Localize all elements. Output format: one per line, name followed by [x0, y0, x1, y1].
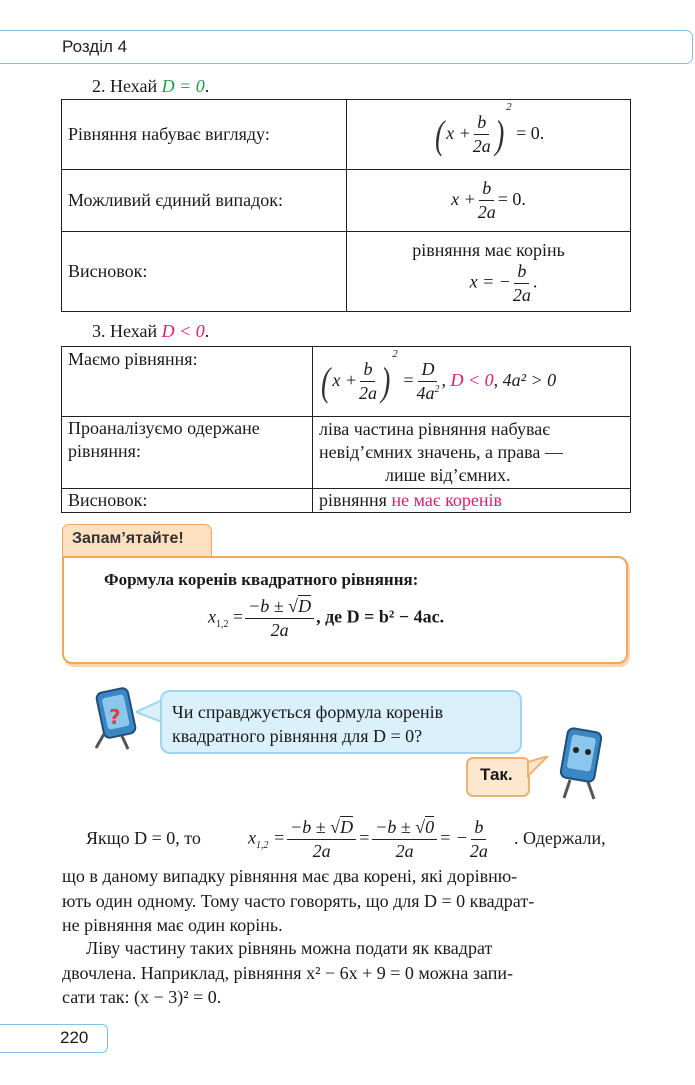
- question-text: [172, 700, 443, 748]
- answer-character-icon: [548, 724, 610, 804]
- svg-text:?: ?: [109, 705, 121, 729]
- table-row: [62, 232, 631, 312]
- analysis-line: ліва частина рівняння набуває: [319, 419, 550, 439]
- conclusion-highlight: не має коренів: [391, 490, 503, 510]
- quadratic-formula: $x_{1,2}$ = $\frac{-b \pm √D}{2a}$ , де D = b² − 4ac.: [208, 596, 445, 640]
- positive-denominator: 4a² > 0: [502, 369, 557, 390]
- discriminant-definition: , де D = b² − 4ac.: [316, 606, 445, 627]
- formula-linear-case: x + $\frac{b}{2a}$ = 0.: [347, 170, 631, 232]
- remember-tab-label: Запам’ятайте!: [72, 530, 184, 547]
- case-dneg-table: [61, 346, 631, 513]
- table-cell-label: [62, 417, 313, 489]
- formula-complete-square: ( x + $\frac{b}{2a}$ )$^2$ = $\frac{D}{4a^2}$ , D < 0, 4a² > 0: [313, 347, 631, 417]
- conclusion-prefix: рівняння: [319, 490, 392, 510]
- conclusion-text: рівняння має корінь: [412, 240, 565, 261]
- text-line: Ліву частину таких рівнянь можна подати як квадрат: [86, 938, 493, 958]
- case-d0-heading: [92, 76, 209, 97]
- paragraph-2: [62, 936, 634, 1010]
- table-row: [62, 347, 631, 417]
- table-cell-label: Маємо рівняння:: [62, 347, 313, 417]
- table-cell-label: Можливий єдиний випадок:: [62, 170, 347, 232]
- analysis-line: лише від’ємних.: [385, 465, 511, 485]
- table-cell-label: Висновок:: [62, 489, 313, 513]
- case-dneg-heading-prefix: 3. Нехай: [92, 321, 162, 341]
- text-line: що в даному випадку рівняння має два корені, які дорівню-: [62, 866, 518, 886]
- case-d0-table: [61, 99, 631, 312]
- formula-line: Якщо D = 0, то $x_{1,2}$ = $\frac{-b \pm √D}{2a}$ = $\frac{-b \pm √0}{2a}$ = − $\frac{b}{2a}$ . Одержали,: [86, 817, 606, 861]
- remember-title: Формула коренів квадратного рівняння:: [104, 570, 419, 589]
- negative-discriminant: D < 0: [450, 369, 494, 390]
- text-line: сати так: (x − 3)² = 0.: [62, 987, 222, 1007]
- case-dneg-condition: D < 0: [161, 321, 205, 341]
- section-title: Розділ 4: [62, 37, 128, 56]
- case-dneg-heading: [92, 321, 209, 342]
- formula-line-suffix: . Одержали,: [514, 828, 606, 848]
- case-d0-heading-prefix: 2. Нехай: [92, 76, 162, 96]
- table-row: [62, 170, 631, 232]
- table-cell-label: Рівняння набуває вигляду:: [62, 100, 347, 170]
- table-cell-label: Висновок:: [62, 232, 347, 312]
- case-dneg-heading-suffix: .: [204, 321, 210, 341]
- answer-text: Так.: [480, 765, 513, 784]
- analysis-cell: [313, 417, 631, 489]
- text-line: ють один одному. Тому часто говорять, що для D = 0 квадрат-: [62, 890, 535, 911]
- conclusion-cell: [347, 232, 631, 312]
- conclusion-cell: [313, 489, 631, 513]
- label-line: Проаналізуємо одержане: [68, 418, 260, 438]
- formula-line-prefix: Якщо D = 0, то: [86, 828, 201, 848]
- label-line: рівняння:: [68, 441, 141, 461]
- formula-perfect-square: ( x + $\frac{b}{2a}$ )$^2$ = 0.: [347, 100, 631, 170]
- paragraph-1: [62, 864, 634, 938]
- table-row: [62, 489, 631, 513]
- table-row: [62, 100, 631, 170]
- text-line: не рівняння має один корінь.: [62, 915, 283, 935]
- case-d0-heading-suffix: .: [204, 76, 210, 96]
- root-formula: x = − $\frac{b}{2a}$ .: [469, 261, 538, 305]
- answer-bubble-tail: [526, 756, 550, 780]
- question-line: Чи справджується формула коренів: [172, 702, 444, 722]
- page-number-box: [0, 1024, 108, 1053]
- page-number: 220: [60, 1028, 89, 1047]
- analysis-line: невід’ємних значень, а права —: [319, 442, 563, 462]
- case-d0-condition: D = 0: [161, 76, 205, 96]
- text-line: двочлена. Наприклад, рівняння x² − 6x + 9 = 0 можна запи-: [62, 962, 514, 983]
- table-row: [62, 417, 631, 489]
- question-line: квадратного рівняння для D = 0?: [172, 726, 423, 746]
